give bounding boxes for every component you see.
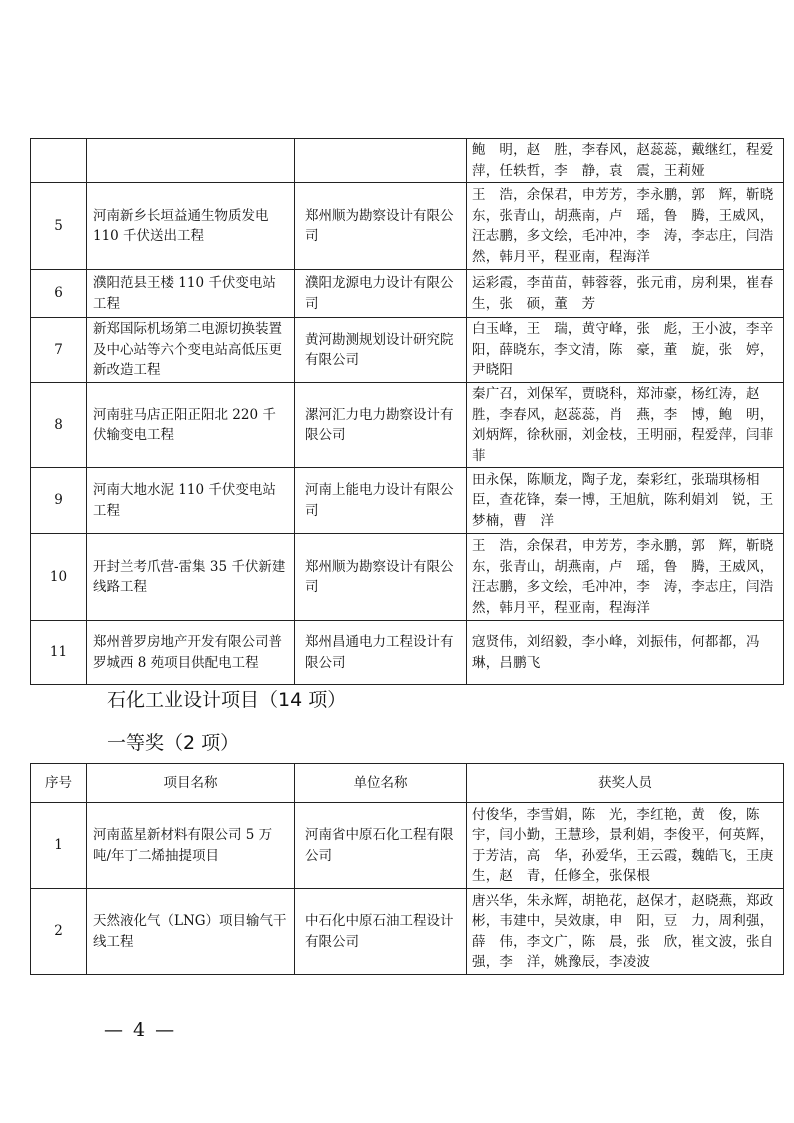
row-number: 10	[31, 534, 87, 621]
unit-name: 郑州昌通电力工程设计有限公司	[295, 621, 467, 685]
unit-name: 黄河勘测规划设计研究院有限公司	[295, 318, 467, 383]
table-row	[31, 139, 784, 183]
table-row	[31, 383, 784, 468]
table-row	[31, 183, 784, 270]
row-number: 7	[31, 318, 87, 383]
award-winners: 唐兴华，朱永辉，胡艳花，赵保才，赵晓燕，郑政彬，韦建中，吴效康，申 阳，豆 力，周利强，薛 伟，李文广，陈 晨，张 欣，崔文波，张自强，李 洋，姚豫辰，李凌波	[467, 889, 784, 975]
award-winners: 田永保，陈顺龙，陶子龙，秦彩红，张瑞琪杨相臣，查花锋，秦一博，王旭航，陈利娟刘 锐，王梦楠，曹 洋	[467, 468, 784, 534]
project-name: 河南新乡长垣益通生物质发电 110 千伏送出工程	[87, 183, 295, 270]
table-row	[31, 468, 784, 534]
award-winners: 付俊华，李雪娟，陈 光，李红艳，黄 俊，陈 宇，闫小勤，王慧珍，景利娟，李俊平，何英辉，于芳洁，高 华，孙爱华，王云霞，魏皓飞，王庚生，赵 青，任修全，张保根	[467, 803, 784, 889]
award-table	[30, 763, 784, 975]
award-winners: 白玉峰，王 瑞，黄守峰，张 彪，王小波，李辛阳，薛晓东，李文清，陈 豪，董 旋，张 婷，尹晓阳	[467, 318, 784, 383]
unit-name: 漯河汇力电力勘察设计有限公司	[295, 383, 467, 468]
project-name	[87, 139, 295, 183]
unit-name: 郑州顺为勘察设计有限公司	[295, 534, 467, 621]
project-name: 天然液化气（LNG）项目输气干线工程	[87, 889, 295, 975]
table-row	[31, 889, 784, 975]
unit-name	[295, 139, 467, 183]
header-unit: 单位名称	[295, 764, 467, 803]
table-row	[31, 270, 784, 318]
table-row	[31, 803, 784, 889]
table-header-row	[31, 764, 784, 803]
header-people: 获奖人员	[467, 764, 784, 803]
header-number: 序号	[31, 764, 87, 803]
unit-name: 河南省中原石化工程有限公司	[295, 803, 467, 889]
unit-name: 濮阳龙源电力设计有限公司	[295, 270, 467, 318]
page-number: — 4 —	[104, 1019, 177, 1041]
section-title: 石化工业设计项目（14 项）	[107, 689, 347, 711]
award-table-continued	[30, 138, 784, 685]
award-winners: 运彩霞，李苗苗，韩蓉蓉，张元甫，房利果，崔春生，张 硕，董 芳	[467, 270, 784, 318]
project-name: 河南大地水泥 110 千伏变电站工程	[87, 468, 295, 534]
unit-name: 河南上能电力设计有限公司	[295, 468, 467, 534]
award-winners: 王 浩，余保君，申芳芳，李永鹏，郭 辉，靳晓东，张青山，胡燕南，卢 瑶，鲁 腾，王威风，汪志鹏，多文绘，毛冲冲，李 涛，李志庄，闫浩然，韩月平，程亚南，程海洋	[467, 183, 784, 270]
unit-name: 中石化中原石油工程设计有限公司	[295, 889, 467, 975]
project-name: 新郑国际机场第二电源切换装置及中心站等六个变电站高低压更新改造工程	[87, 318, 295, 383]
row-number: 5	[31, 183, 87, 270]
row-number: 2	[31, 889, 87, 975]
table-row	[31, 621, 784, 685]
row-number: 8	[31, 383, 87, 468]
award-level-title: 一等奖（2 项）	[107, 732, 240, 754]
project-name: 河南驻马店正阳正阳北 220 千伏输变电工程	[87, 383, 295, 468]
table-row	[31, 534, 784, 621]
header-project: 项目名称	[87, 764, 295, 803]
row-number: 6	[31, 270, 87, 318]
row-number: 9	[31, 468, 87, 534]
row-number: 11	[31, 621, 87, 685]
project-name: 河南蓝星新材料有限公司 5 万吨/年丁二烯抽提项目	[87, 803, 295, 889]
unit-name: 郑州顺为勘察设计有限公司	[295, 183, 467, 270]
table-row	[31, 318, 784, 383]
award-winners: 寇贤伟，刘绍毅，李小峰，刘振伟，何都都，冯 琳，吕鹏飞	[467, 621, 784, 685]
row-number	[31, 139, 87, 183]
row-number: 1	[31, 803, 87, 889]
project-name: 濮阳范县王楼 110 千伏变电站工程	[87, 270, 295, 318]
award-winners: 王 浩，余保君，申芳芳，李永鹏，郭 辉，靳晓东，张青山，胡燕南，卢 瑶，鲁 腾，王威风，汪志鹏，多文绘，毛冲冲，李 涛，李志庄，闫浩然，韩月平，程亚南，程海洋	[467, 534, 784, 621]
project-name: 开封兰考爪营-雷集 35 千伏新建线路工程	[87, 534, 295, 621]
award-winners: 秦广召，刘保军，贾晓科，郑沛豪，杨红涛，赵 胜，李春风，赵蕊蕊，肖 燕，李 博，鲍 明，刘炳辉，徐秋丽，刘金枝，王明丽，程爱萍，闫菲菲	[467, 383, 784, 468]
award-winners: 鲍 明，赵 胜，李春风，赵蕊蕊，戴继红，程爱萍，任轶哲，李 静，袁 震，王莉娅	[467, 139, 784, 183]
project-name: 郑州普罗房地产开发有限公司普罗城西 8 苑项目供配电工程	[87, 621, 295, 685]
